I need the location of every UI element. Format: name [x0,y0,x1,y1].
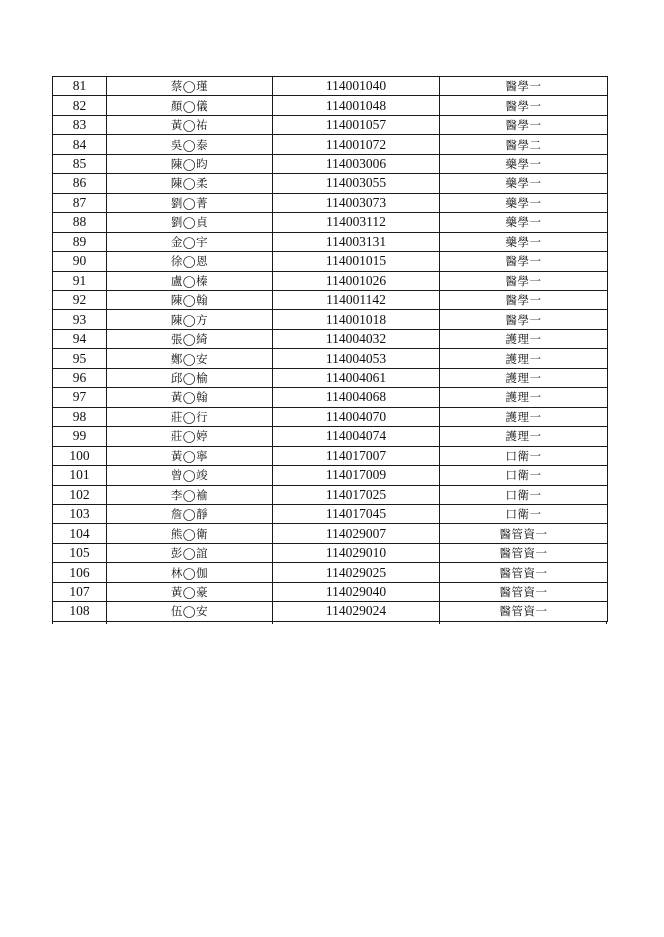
student-name-cell: 黃◯祐 [107,115,273,134]
class-cell: 護理一 [440,349,608,368]
table-continuation-line [439,621,440,624]
class-cell: 醫學一 [440,77,608,96]
row-number-cell: 84 [53,135,107,154]
student-name-cell: 盧◯榛 [107,271,273,290]
class-cell: 藥學一 [440,232,608,251]
student-id-cell: 114003112 [273,213,440,232]
student-name-cell: 林◯伽 [107,563,273,582]
student-id-cell: 114017025 [273,485,440,504]
class-cell: 護理一 [440,427,608,446]
student-name-cell: 莊◯婷 [107,427,273,446]
student-id-cell: 114001040 [273,77,440,96]
class-cell: 醫管資一 [440,582,608,601]
class-cell: 藥學一 [440,154,608,173]
table-row [53,213,608,232]
student-id-cell: 114001048 [273,96,440,115]
row-number-cell: 107 [53,582,107,601]
student-name-cell: 熊◯衛 [107,524,273,543]
class-cell: 口衛一 [440,446,608,465]
class-cell: 護理一 [440,329,608,348]
row-number-cell: 102 [53,485,107,504]
row-number-cell: 90 [53,252,107,271]
row-number-cell: 105 [53,543,107,562]
student-name-cell: 曾◯竣 [107,466,273,485]
class-cell: 護理一 [440,368,608,387]
row-number-cell: 93 [53,310,107,329]
table-continuation-line [606,621,607,624]
student-name-cell: 莊◯行 [107,407,273,426]
class-cell: 醫管資一 [440,524,608,543]
student-name-cell: 陳◯翰 [107,290,273,309]
class-cell: 口衛一 [440,485,608,504]
student-id-cell: 114001018 [273,310,440,329]
table-row [53,485,608,504]
student-id-cell: 114003055 [273,174,440,193]
row-number-cell: 97 [53,388,107,407]
student-id-cell: 114004074 [273,427,440,446]
table-row [53,232,608,251]
class-cell: 藥學一 [440,174,608,193]
student-id-cell: 114029010 [273,543,440,562]
student-name-cell: 黃◯翰 [107,388,273,407]
student-id-cell: 114001057 [273,115,440,134]
student-id-cell: 114001142 [273,290,440,309]
table-row [53,329,608,348]
table-continuation-line [272,621,273,624]
student-id-cell: 114029007 [273,524,440,543]
table-row [53,252,608,271]
class-cell: 藥學一 [440,213,608,232]
table-row [53,446,608,465]
class-cell: 醫學二 [440,135,608,154]
student-id-cell: 114004061 [273,368,440,387]
class-cell: 醫管資一 [440,602,608,621]
class-cell: 護理一 [440,407,608,426]
row-number-cell: 92 [53,290,107,309]
student-name-cell: 黃◯豪 [107,582,273,601]
table-row [53,193,608,212]
table-row [53,563,608,582]
class-cell: 口衛一 [440,466,608,485]
table-row [53,407,608,426]
student-name-cell: 張◯綺 [107,329,273,348]
row-number-cell: 94 [53,329,107,348]
class-cell: 口衛一 [440,504,608,523]
student-name-cell: 李◯褕 [107,485,273,504]
class-cell: 醫學一 [440,96,608,115]
student-name-cell: 蔡◯瑾 [107,77,273,96]
row-number-cell: 96 [53,368,107,387]
student-id-cell: 114029024 [273,602,440,621]
student-id-cell: 114017007 [273,446,440,465]
class-cell: 醫學一 [440,310,608,329]
row-number-cell: 100 [53,446,107,465]
class-cell: 醫學一 [440,115,608,134]
student-name-cell: 劉◯貞 [107,213,273,232]
class-cell: 醫學一 [440,290,608,309]
student-name-cell: 徐◯恩 [107,252,273,271]
student-name-cell: 彭◯誼 [107,543,273,562]
row-number-cell: 91 [53,271,107,290]
table-row [53,368,608,387]
table-continuation-line [106,621,107,624]
class-cell: 醫學一 [440,252,608,271]
table-row [53,310,608,329]
table-row [53,388,608,407]
student-id-cell: 114003006 [273,154,440,173]
row-number-cell: 98 [53,407,107,426]
class-cell: 藥學一 [440,193,608,212]
row-number-cell: 86 [53,174,107,193]
row-number-cell: 85 [53,154,107,173]
student-id-cell: 114004068 [273,388,440,407]
student-name-cell: 邱◯榆 [107,368,273,387]
table-row [53,427,608,446]
student-name-cell: 陳◯方 [107,310,273,329]
student-name-cell: 金◯宇 [107,232,273,251]
student-name-cell: 黃◯寧 [107,446,273,465]
student-name-cell: 鄭◯安 [107,349,273,368]
student-id-cell: 114004053 [273,349,440,368]
student-id-cell: 114029025 [273,563,440,582]
row-number-cell: 101 [53,466,107,485]
student-id-cell: 114001072 [273,135,440,154]
row-number-cell: 82 [53,96,107,115]
student-name-cell: 陳◯昀 [107,154,273,173]
row-number-cell: 95 [53,349,107,368]
table-row [53,524,608,543]
student-name-cell: 陳◯柔 [107,174,273,193]
table-row [53,504,608,523]
row-number-cell: 99 [53,427,107,446]
student-id-cell: 114017045 [273,504,440,523]
student-id-cell: 114017009 [273,466,440,485]
student-id-cell: 114001015 [273,252,440,271]
table-row [53,96,608,115]
table-row [53,349,608,368]
class-cell: 醫管資一 [440,563,608,582]
table-row [53,466,608,485]
table-row [53,115,608,134]
class-cell: 護理一 [440,388,608,407]
student-name-cell: 劉◯菁 [107,193,273,212]
student-roster-table [52,76,608,622]
table-row [53,135,608,154]
table-continuation-line [52,621,53,624]
roster-body [53,77,608,622]
row-number-cell: 88 [53,213,107,232]
table-row [53,582,608,601]
student-name-cell: 吳◯泰 [107,135,273,154]
row-number-cell: 81 [53,77,107,96]
row-number-cell: 106 [53,563,107,582]
row-number-cell: 87 [53,193,107,212]
table-row [53,154,608,173]
row-number-cell: 89 [53,232,107,251]
student-id-cell: 114004070 [273,407,440,426]
student-id-cell: 114004032 [273,329,440,348]
student-name-cell: 伍◯安 [107,602,273,621]
table-row [53,543,608,562]
student-id-cell: 114001026 [273,271,440,290]
student-id-cell: 114029040 [273,582,440,601]
student-id-cell: 114003131 [273,232,440,251]
row-number-cell: 104 [53,524,107,543]
student-name-cell: 顏◯儀 [107,96,273,115]
student-id-cell: 114003073 [273,193,440,212]
row-number-cell: 108 [53,602,107,621]
table-row [53,77,608,96]
table-row [53,602,608,621]
table-row [53,174,608,193]
table-row [53,290,608,309]
class-cell: 醫學一 [440,271,608,290]
class-cell: 醫管資一 [440,543,608,562]
row-number-cell: 83 [53,115,107,134]
row-number-cell: 103 [53,504,107,523]
student-name-cell: 詹◯靜 [107,504,273,523]
table-row [53,271,608,290]
